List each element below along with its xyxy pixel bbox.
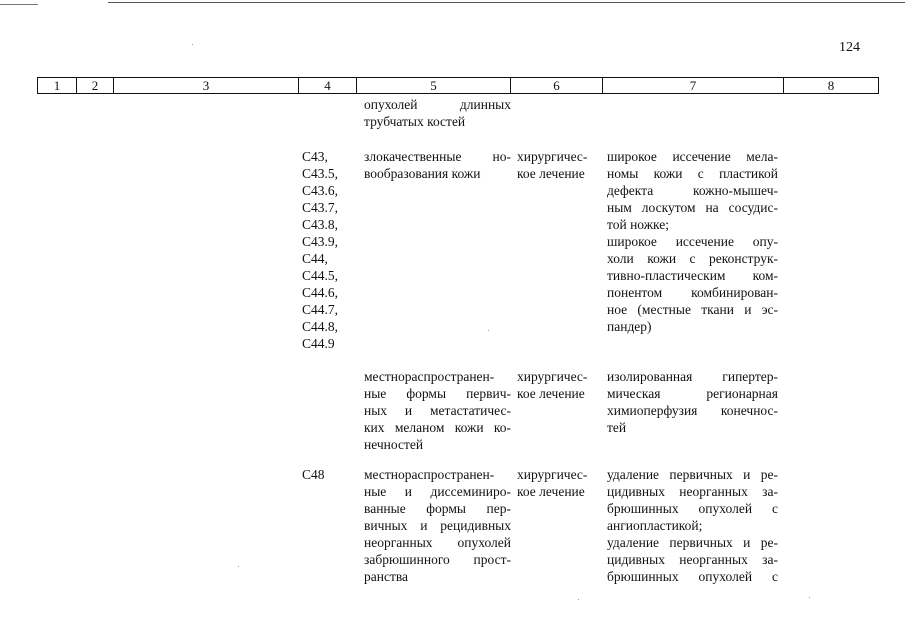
column-number-1: 1 [38, 78, 77, 94]
treatment-line: хирургичес- [517, 369, 588, 384]
method-line: изолированная гипертер- [607, 369, 778, 384]
method-line: мическая регионарная [607, 386, 778, 401]
diagnosis-line: вообразования кожи [364, 166, 481, 181]
column-number-5: 5 [357, 78, 511, 94]
method-line: номы кожи с пластикой [607, 166, 778, 181]
column-number-2: 2 [77, 78, 114, 94]
method-line: пандер) [607, 319, 652, 334]
treatment-line: кое лечение [517, 484, 585, 499]
row-3-codes [302, 466, 357, 483]
row-3-diagnosis [364, 466, 511, 585]
diagnosis-line: забрюшинного прост- [364, 552, 511, 567]
row-3-method [607, 466, 778, 585]
diagnosis-line: ранства [364, 569, 409, 584]
icd-code: C44.9 [302, 336, 335, 351]
scan-edge-line [108, 2, 905, 3]
column-number-header [37, 77, 879, 94]
method-line: цидивных неорганных за- [607, 552, 778, 567]
diagnosis-line: злокачественные но- [364, 149, 511, 164]
method-line: широкое иссечение мела- [607, 149, 778, 164]
method-line: широкое иссечение опу- [607, 234, 778, 249]
row-3-treatment [517, 466, 599, 500]
row-2-diagnosis [364, 368, 511, 453]
icd-code: C44, [302, 251, 328, 266]
column-number-4: 4 [299, 78, 357, 94]
scan-speck [578, 599, 579, 600]
icd-code: C43.9, [302, 234, 339, 249]
scan-speck [488, 330, 489, 331]
icd-code: C43.7, [302, 200, 339, 215]
column-number-3: 3 [114, 78, 299, 94]
method-line: брюшинных опухолей с [607, 501, 778, 516]
diagnosis-line: ных и метастатичес- [364, 403, 511, 418]
method-line: понентом комбинирован- [607, 285, 778, 300]
column-number-7: 7 [603, 78, 784, 94]
row-2-method [607, 368, 778, 436]
column-number-8: 8 [784, 78, 879, 94]
treatment-line: кое лечение [517, 386, 585, 401]
diagnosis-line: ванные формы пер- [364, 501, 511, 516]
scan-speck [238, 566, 239, 567]
icd-code: C44.6, [302, 285, 339, 300]
scan-speck [192, 44, 193, 45]
icd-code: C48 [302, 467, 325, 482]
icd-code: C44.5, [302, 268, 339, 283]
scan-edge-line [0, 4, 38, 5]
method-line: брюшинных опухолей с [607, 569, 778, 584]
treatment-line: кое лечение [517, 166, 585, 181]
icd-code: C44.7, [302, 302, 339, 317]
icd-code: C43.6, [302, 183, 339, 198]
method-line: тивно-пластическим ком- [607, 268, 778, 283]
method-line: удаление первичных и ре- [607, 535, 778, 550]
method-line: холи кожи с реконструк- [607, 251, 778, 266]
row-1-diagnosis [364, 148, 511, 182]
page-number: 124 [839, 40, 860, 55]
diagnosis-line: вичных и рецидивных [364, 518, 511, 533]
icd-code: C43.5, [302, 166, 339, 181]
diagnosis-line: местнораспространен- [364, 467, 495, 482]
diagnosis-line: опухолей длинных [364, 97, 511, 112]
method-line: цидивных неорганных за- [607, 484, 778, 499]
treatment-line: хирургичес- [517, 467, 588, 482]
method-line: дефекта кожно-мышеч- [607, 183, 778, 198]
icd-code: C43.8, [302, 217, 339, 232]
diagnosis-line: местнораспространен- [364, 369, 495, 384]
method-line: той ножке; [607, 217, 670, 232]
treatment-line: хирургичес- [517, 149, 588, 164]
method-line: ное (местные ткани и эс- [607, 302, 778, 317]
row-2-treatment [517, 368, 599, 402]
diagnosis-line: неорганных опухолей [364, 535, 511, 550]
row-1-treatment [517, 148, 599, 182]
icd-code: C43, [302, 149, 328, 164]
diagnosis-line: ные и диссеминиро- [364, 484, 511, 499]
method-line: ангиопластикой; [607, 518, 703, 533]
diagnosis-line: трубчатых костей [364, 114, 466, 129]
row-0-diagnosis [364, 96, 511, 130]
icd-code: C44.8, [302, 319, 339, 334]
row-1-method [607, 148, 778, 335]
method-line: ным лоскутом на сосудис- [607, 200, 778, 215]
method-line: удаление первичных и ре- [607, 467, 778, 482]
method-line: химиоперфузия конечнос- [607, 403, 778, 418]
diagnosis-line: ные формы первич- [364, 386, 511, 401]
diagnosis-line: ких меланом кожи ко- [364, 420, 511, 435]
scan-speck [809, 597, 810, 598]
diagnosis-line: нечностей [364, 437, 424, 452]
method-line: тей [607, 420, 627, 435]
row-1-codes [302, 148, 357, 352]
column-number-6: 6 [511, 78, 603, 94]
